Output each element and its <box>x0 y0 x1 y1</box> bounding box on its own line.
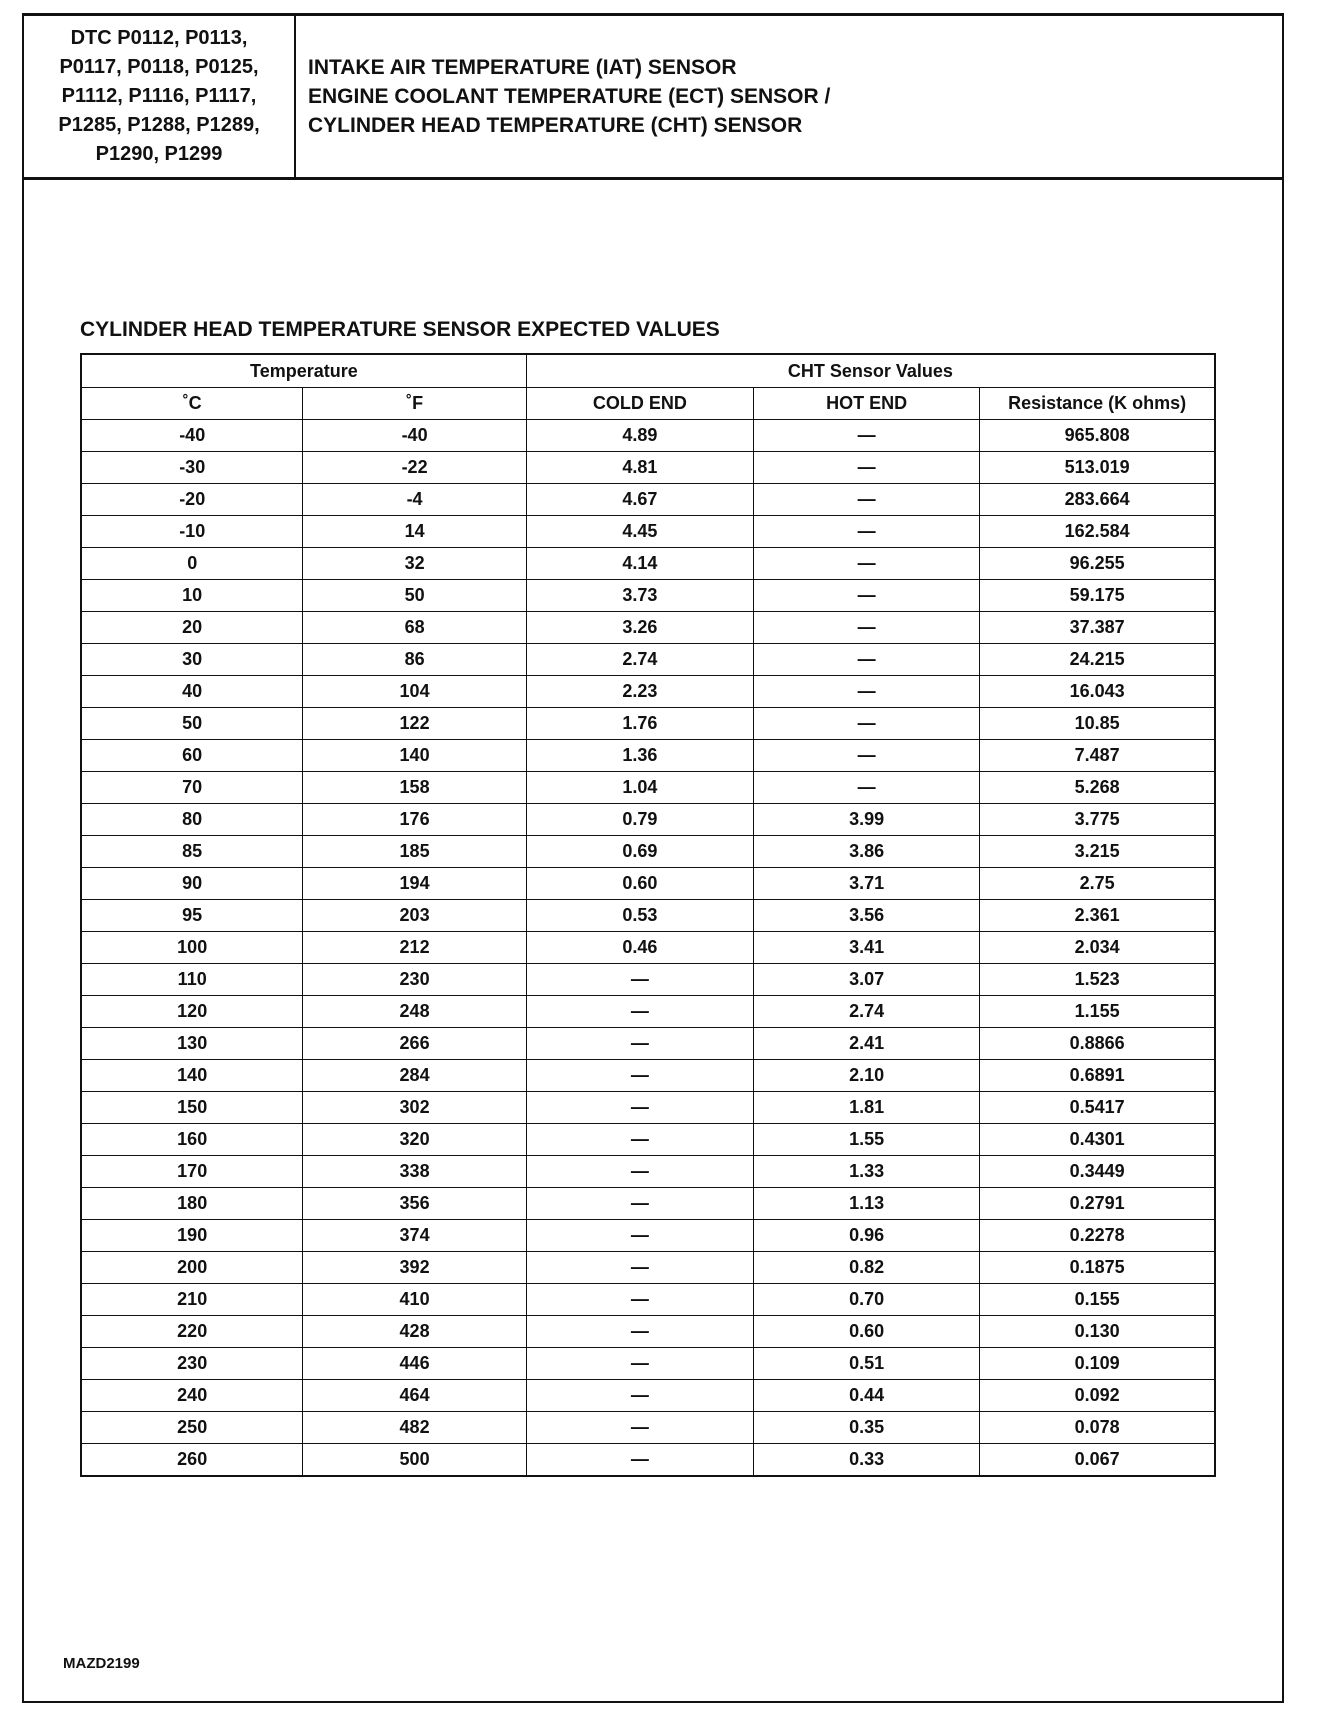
cell-resistance: 0.3449 <box>980 1156 1215 1188</box>
cell-fahrenheit: 482 <box>303 1412 526 1444</box>
cell-fahrenheit: 212 <box>303 932 526 964</box>
cell-resistance: 0.4301 <box>980 1124 1215 1156</box>
column-header-resistance: Resistance (K ohms) <box>980 388 1215 420</box>
column-header-celsius: ˚C <box>81 388 303 420</box>
cell-fahrenheit: 266 <box>303 1028 526 1060</box>
cell-hot-end: 1.55 <box>754 1124 980 1156</box>
cell-celsius: 30 <box>81 644 303 676</box>
cell-fahrenheit: 230 <box>303 964 526 996</box>
table-row <box>81 1156 1215 1188</box>
cell-celsius: 40 <box>81 676 303 708</box>
table-row <box>81 772 1215 804</box>
cell-celsius: 150 <box>81 1092 303 1124</box>
cell-cold-end: — <box>526 996 753 1028</box>
cell-hot-end: 1.33 <box>754 1156 980 1188</box>
cell-resistance: 0.2791 <box>980 1188 1215 1220</box>
cell-fahrenheit: 50 <box>303 580 526 612</box>
cell-hot-end: 0.35 <box>754 1412 980 1444</box>
cell-fahrenheit: 338 <box>303 1156 526 1188</box>
cell-cold-end: 4.45 <box>526 516 753 548</box>
cell-celsius: 210 <box>81 1284 303 1316</box>
header <box>24 16 1282 180</box>
column-header-hot-end: HOT END <box>754 388 980 420</box>
cell-hot-end: — <box>754 644 980 676</box>
cell-celsius: 140 <box>81 1060 303 1092</box>
cell-fahrenheit: -40 <box>303 420 526 452</box>
cell-fahrenheit: 158 <box>303 772 526 804</box>
table-row <box>81 548 1215 580</box>
cell-cold-end: — <box>526 1124 753 1156</box>
cell-cold-end: — <box>526 1348 753 1380</box>
cell-cold-end: — <box>526 1380 753 1412</box>
cell-celsius: -30 <box>81 452 303 484</box>
cell-hot-end: 1.13 <box>754 1188 980 1220</box>
cell-fahrenheit: 446 <box>303 1348 526 1380</box>
cell-fahrenheit: 176 <box>303 804 526 836</box>
table-row <box>81 932 1215 964</box>
table-row <box>81 452 1215 484</box>
group-header-temperature: Temperature <box>81 354 526 388</box>
cell-celsius: 130 <box>81 1028 303 1060</box>
cell-fahrenheit: 320 <box>303 1124 526 1156</box>
cell-hot-end: — <box>754 516 980 548</box>
cell-hot-end: — <box>754 580 980 612</box>
cell-hot-end: 2.10 <box>754 1060 980 1092</box>
cell-hot-end: 2.41 <box>754 1028 980 1060</box>
cell-celsius: 60 <box>81 740 303 772</box>
table-row <box>81 644 1215 676</box>
cell-hot-end: — <box>754 420 980 452</box>
cell-cold-end: 4.14 <box>526 548 753 580</box>
cell-hot-end: 0.44 <box>754 1380 980 1412</box>
cell-celsius: 160 <box>81 1124 303 1156</box>
cell-cold-end: 4.89 <box>526 420 753 452</box>
cell-resistance: 2.361 <box>980 900 1215 932</box>
cell-cold-end: 0.53 <box>526 900 753 932</box>
cell-resistance: 0.1875 <box>980 1252 1215 1284</box>
table-row <box>81 740 1215 772</box>
table-row <box>81 1444 1215 1477</box>
title-line: CYLINDER HEAD TEMPERATURE (CHT) SENSOR <box>308 114 803 137</box>
table-row <box>81 996 1215 1028</box>
cell-hot-end: 2.74 <box>754 996 980 1028</box>
cell-cold-end: 1.76 <box>526 708 753 740</box>
cell-hot-end: — <box>754 772 980 804</box>
cell-celsius: 230 <box>81 1348 303 1380</box>
cell-resistance: 7.487 <box>980 740 1215 772</box>
cell-hot-end: — <box>754 708 980 740</box>
cell-celsius: 170 <box>81 1156 303 1188</box>
cell-fahrenheit: 122 <box>303 708 526 740</box>
cell-celsius: 200 <box>81 1252 303 1284</box>
table-row <box>81 836 1215 868</box>
cell-fahrenheit: 392 <box>303 1252 526 1284</box>
cell-resistance: 3.775 <box>980 804 1215 836</box>
table-row <box>81 804 1215 836</box>
cell-hot-end: — <box>754 484 980 516</box>
cell-celsius: 85 <box>81 836 303 868</box>
figure-id: MAZD2199 <box>63 1655 140 1672</box>
cell-celsius: 250 <box>81 1412 303 1444</box>
table-row <box>81 1284 1215 1316</box>
cell-hot-end: 0.96 <box>754 1220 980 1252</box>
table-row <box>81 484 1215 516</box>
cell-resistance: 3.215 <box>980 836 1215 868</box>
cell-resistance: 0.067 <box>980 1444 1215 1477</box>
cell-celsius: 260 <box>81 1444 303 1477</box>
cell-resistance: 0.2278 <box>980 1220 1215 1252</box>
cell-cold-end: 0.69 <box>526 836 753 868</box>
cell-celsius: 220 <box>81 1316 303 1348</box>
cell-fahrenheit: -4 <box>303 484 526 516</box>
cell-hot-end: 3.56 <box>754 900 980 932</box>
cell-celsius: 110 <box>81 964 303 996</box>
cell-hot-end: 1.81 <box>754 1092 980 1124</box>
cell-hot-end: 0.51 <box>754 1348 980 1380</box>
cell-fahrenheit: 248 <box>303 996 526 1028</box>
cell-resistance: 59.175 <box>980 580 1215 612</box>
table-row <box>81 1028 1215 1060</box>
cell-hot-end: 3.86 <box>754 836 980 868</box>
cell-fahrenheit: 104 <box>303 676 526 708</box>
cell-fahrenheit: 410 <box>303 1284 526 1316</box>
cell-celsius: 95 <box>81 900 303 932</box>
table-row <box>81 1124 1215 1156</box>
cell-resistance: 10.85 <box>980 708 1215 740</box>
cell-cold-end: — <box>526 1188 753 1220</box>
cell-resistance: 16.043 <box>980 676 1215 708</box>
cell-celsius: 70 <box>81 772 303 804</box>
dtc-line: DTC P0112, P0113, <box>70 27 248 49</box>
cell-resistance: 2.75 <box>980 868 1215 900</box>
cell-resistance: 0.6891 <box>980 1060 1215 1092</box>
cell-hot-end: — <box>754 548 980 580</box>
cell-resistance: 0.130 <box>980 1316 1215 1348</box>
cell-celsius: 120 <box>81 996 303 1028</box>
table-row <box>81 1316 1215 1348</box>
column-header-fahrenheit: ˚F <box>303 388 526 420</box>
cell-cold-end: 4.67 <box>526 484 753 516</box>
cell-resistance: 37.387 <box>980 612 1215 644</box>
cell-resistance: 0.092 <box>980 1380 1215 1412</box>
table-row <box>81 580 1215 612</box>
table-row <box>81 1188 1215 1220</box>
cell-cold-end: — <box>526 1252 753 1284</box>
cell-celsius: -40 <box>81 420 303 452</box>
cell-hot-end: 3.41 <box>754 932 980 964</box>
cell-cold-end: — <box>526 1284 753 1316</box>
cell-resistance: 0.5417 <box>980 1092 1215 1124</box>
cell-fahrenheit: 32 <box>303 548 526 580</box>
cell-cold-end: 3.26 <box>526 612 753 644</box>
table-row <box>81 516 1215 548</box>
cell-fahrenheit: 500 <box>303 1444 526 1477</box>
cell-celsius: -10 <box>81 516 303 548</box>
table-row <box>81 868 1215 900</box>
cell-resistance: 1.155 <box>980 996 1215 1028</box>
cell-celsius: 180 <box>81 1188 303 1220</box>
cell-resistance: 283.664 <box>980 484 1215 516</box>
cell-cold-end: — <box>526 1220 753 1252</box>
cell-fahrenheit: 374 <box>303 1220 526 1252</box>
dtc-line: P1290, P1299 <box>95 143 223 165</box>
table-row <box>81 1380 1215 1412</box>
cell-fahrenheit: 464 <box>303 1380 526 1412</box>
cell-cold-end: 0.60 <box>526 868 753 900</box>
cell-resistance: 965.808 <box>980 420 1215 452</box>
table-row <box>81 1060 1215 1092</box>
cell-celsius: 90 <box>81 868 303 900</box>
group-header-cht-values: CHT Sensor Values <box>526 354 1215 388</box>
cell-resistance: 0.109 <box>980 1348 1215 1380</box>
column-header-cold-end: COLD END <box>526 388 753 420</box>
cell-hot-end: 3.99 <box>754 804 980 836</box>
cell-fahrenheit: -22 <box>303 452 526 484</box>
cell-hot-end: — <box>754 452 980 484</box>
table-row <box>81 612 1215 644</box>
cell-celsius: 0 <box>81 548 303 580</box>
title-line: INTAKE AIR TEMPERATURE (IAT) SENSOR <box>308 56 737 79</box>
cell-resistance: 0.155 <box>980 1284 1215 1316</box>
cell-cold-end: — <box>526 964 753 996</box>
cell-resistance: 96.255 <box>980 548 1215 580</box>
cell-cold-end: — <box>526 1444 753 1477</box>
dtc-line: P0117, P0118, P0125, <box>59 56 259 78</box>
cht-values-table <box>80 353 1216 1477</box>
dtc-line: P1112, P1116, P1117, <box>61 85 257 107</box>
dtc-codes <box>24 16 296 177</box>
cell-celsius: 240 <box>81 1380 303 1412</box>
title-line: ENGINE COOLANT TEMPERATURE (ECT) SENSOR / <box>308 85 831 108</box>
cell-fahrenheit: 203 <box>303 900 526 932</box>
cell-hot-end: 3.07 <box>754 964 980 996</box>
cell-hot-end: 0.33 <box>754 1444 980 1477</box>
cell-cold-end: — <box>526 1316 753 1348</box>
cell-fahrenheit: 14 <box>303 516 526 548</box>
table-row <box>81 1348 1215 1380</box>
cell-fahrenheit: 140 <box>303 740 526 772</box>
cell-cold-end: — <box>526 1156 753 1188</box>
cell-hot-end: — <box>754 740 980 772</box>
cell-hot-end: 0.60 <box>754 1316 980 1348</box>
cell-hot-end: 0.82 <box>754 1252 980 1284</box>
dtc-line: P1285, P1288, P1289, <box>58 114 260 136</box>
table-row <box>81 1092 1215 1124</box>
cell-cold-end: — <box>526 1028 753 1060</box>
cell-celsius: 100 <box>81 932 303 964</box>
cell-cold-end: — <box>526 1092 753 1124</box>
cell-cold-end: 2.23 <box>526 676 753 708</box>
cell-resistance: 5.268 <box>980 772 1215 804</box>
cell-cold-end: 1.04 <box>526 772 753 804</box>
cell-cold-end: 2.74 <box>526 644 753 676</box>
cell-celsius: 190 <box>81 1220 303 1252</box>
cell-celsius: -20 <box>81 484 303 516</box>
cell-resistance: 24.215 <box>980 644 1215 676</box>
cell-cold-end: 3.73 <box>526 580 753 612</box>
cell-fahrenheit: 194 <box>303 868 526 900</box>
cell-resistance: 2.034 <box>980 932 1215 964</box>
cell-celsius: 10 <box>81 580 303 612</box>
cell-fahrenheit: 428 <box>303 1316 526 1348</box>
cell-cold-end: — <box>526 1412 753 1444</box>
cell-fahrenheit: 68 <box>303 612 526 644</box>
table-row <box>81 676 1215 708</box>
cell-resistance: 162.584 <box>980 516 1215 548</box>
cell-fahrenheit: 86 <box>303 644 526 676</box>
cell-resistance: 0.8866 <box>980 1028 1215 1060</box>
section-titles <box>296 16 830 177</box>
cell-hot-end: — <box>754 676 980 708</box>
table-row <box>81 708 1215 740</box>
table-row <box>81 1220 1215 1252</box>
table-title: CYLINDER HEAD TEMPERATURE SENSOR EXPECTED VALUES <box>80 318 720 341</box>
cell-fahrenheit: 284 <box>303 1060 526 1092</box>
cell-hot-end: — <box>754 612 980 644</box>
cell-fahrenheit: 185 <box>303 836 526 868</box>
table-row <box>81 964 1215 996</box>
cell-resistance: 513.019 <box>980 452 1215 484</box>
cell-hot-end: 0.70 <box>754 1284 980 1316</box>
cell-hot-end: 3.71 <box>754 868 980 900</box>
table-row <box>81 420 1215 452</box>
cell-resistance: 0.078 <box>980 1412 1215 1444</box>
cell-cold-end: 0.79 <box>526 804 753 836</box>
table-row <box>81 900 1215 932</box>
cell-cold-end: — <box>526 1060 753 1092</box>
cell-fahrenheit: 356 <box>303 1188 526 1220</box>
table-row <box>81 1412 1215 1444</box>
cell-cold-end: 1.36 <box>526 740 753 772</box>
cell-celsius: 20 <box>81 612 303 644</box>
cell-cold-end: 0.46 <box>526 932 753 964</box>
cell-celsius: 50 <box>81 708 303 740</box>
table-row <box>81 1252 1215 1284</box>
cell-fahrenheit: 302 <box>303 1092 526 1124</box>
cell-resistance: 1.523 <box>980 964 1215 996</box>
cell-cold-end: 4.81 <box>526 452 753 484</box>
cell-celsius: 80 <box>81 804 303 836</box>
